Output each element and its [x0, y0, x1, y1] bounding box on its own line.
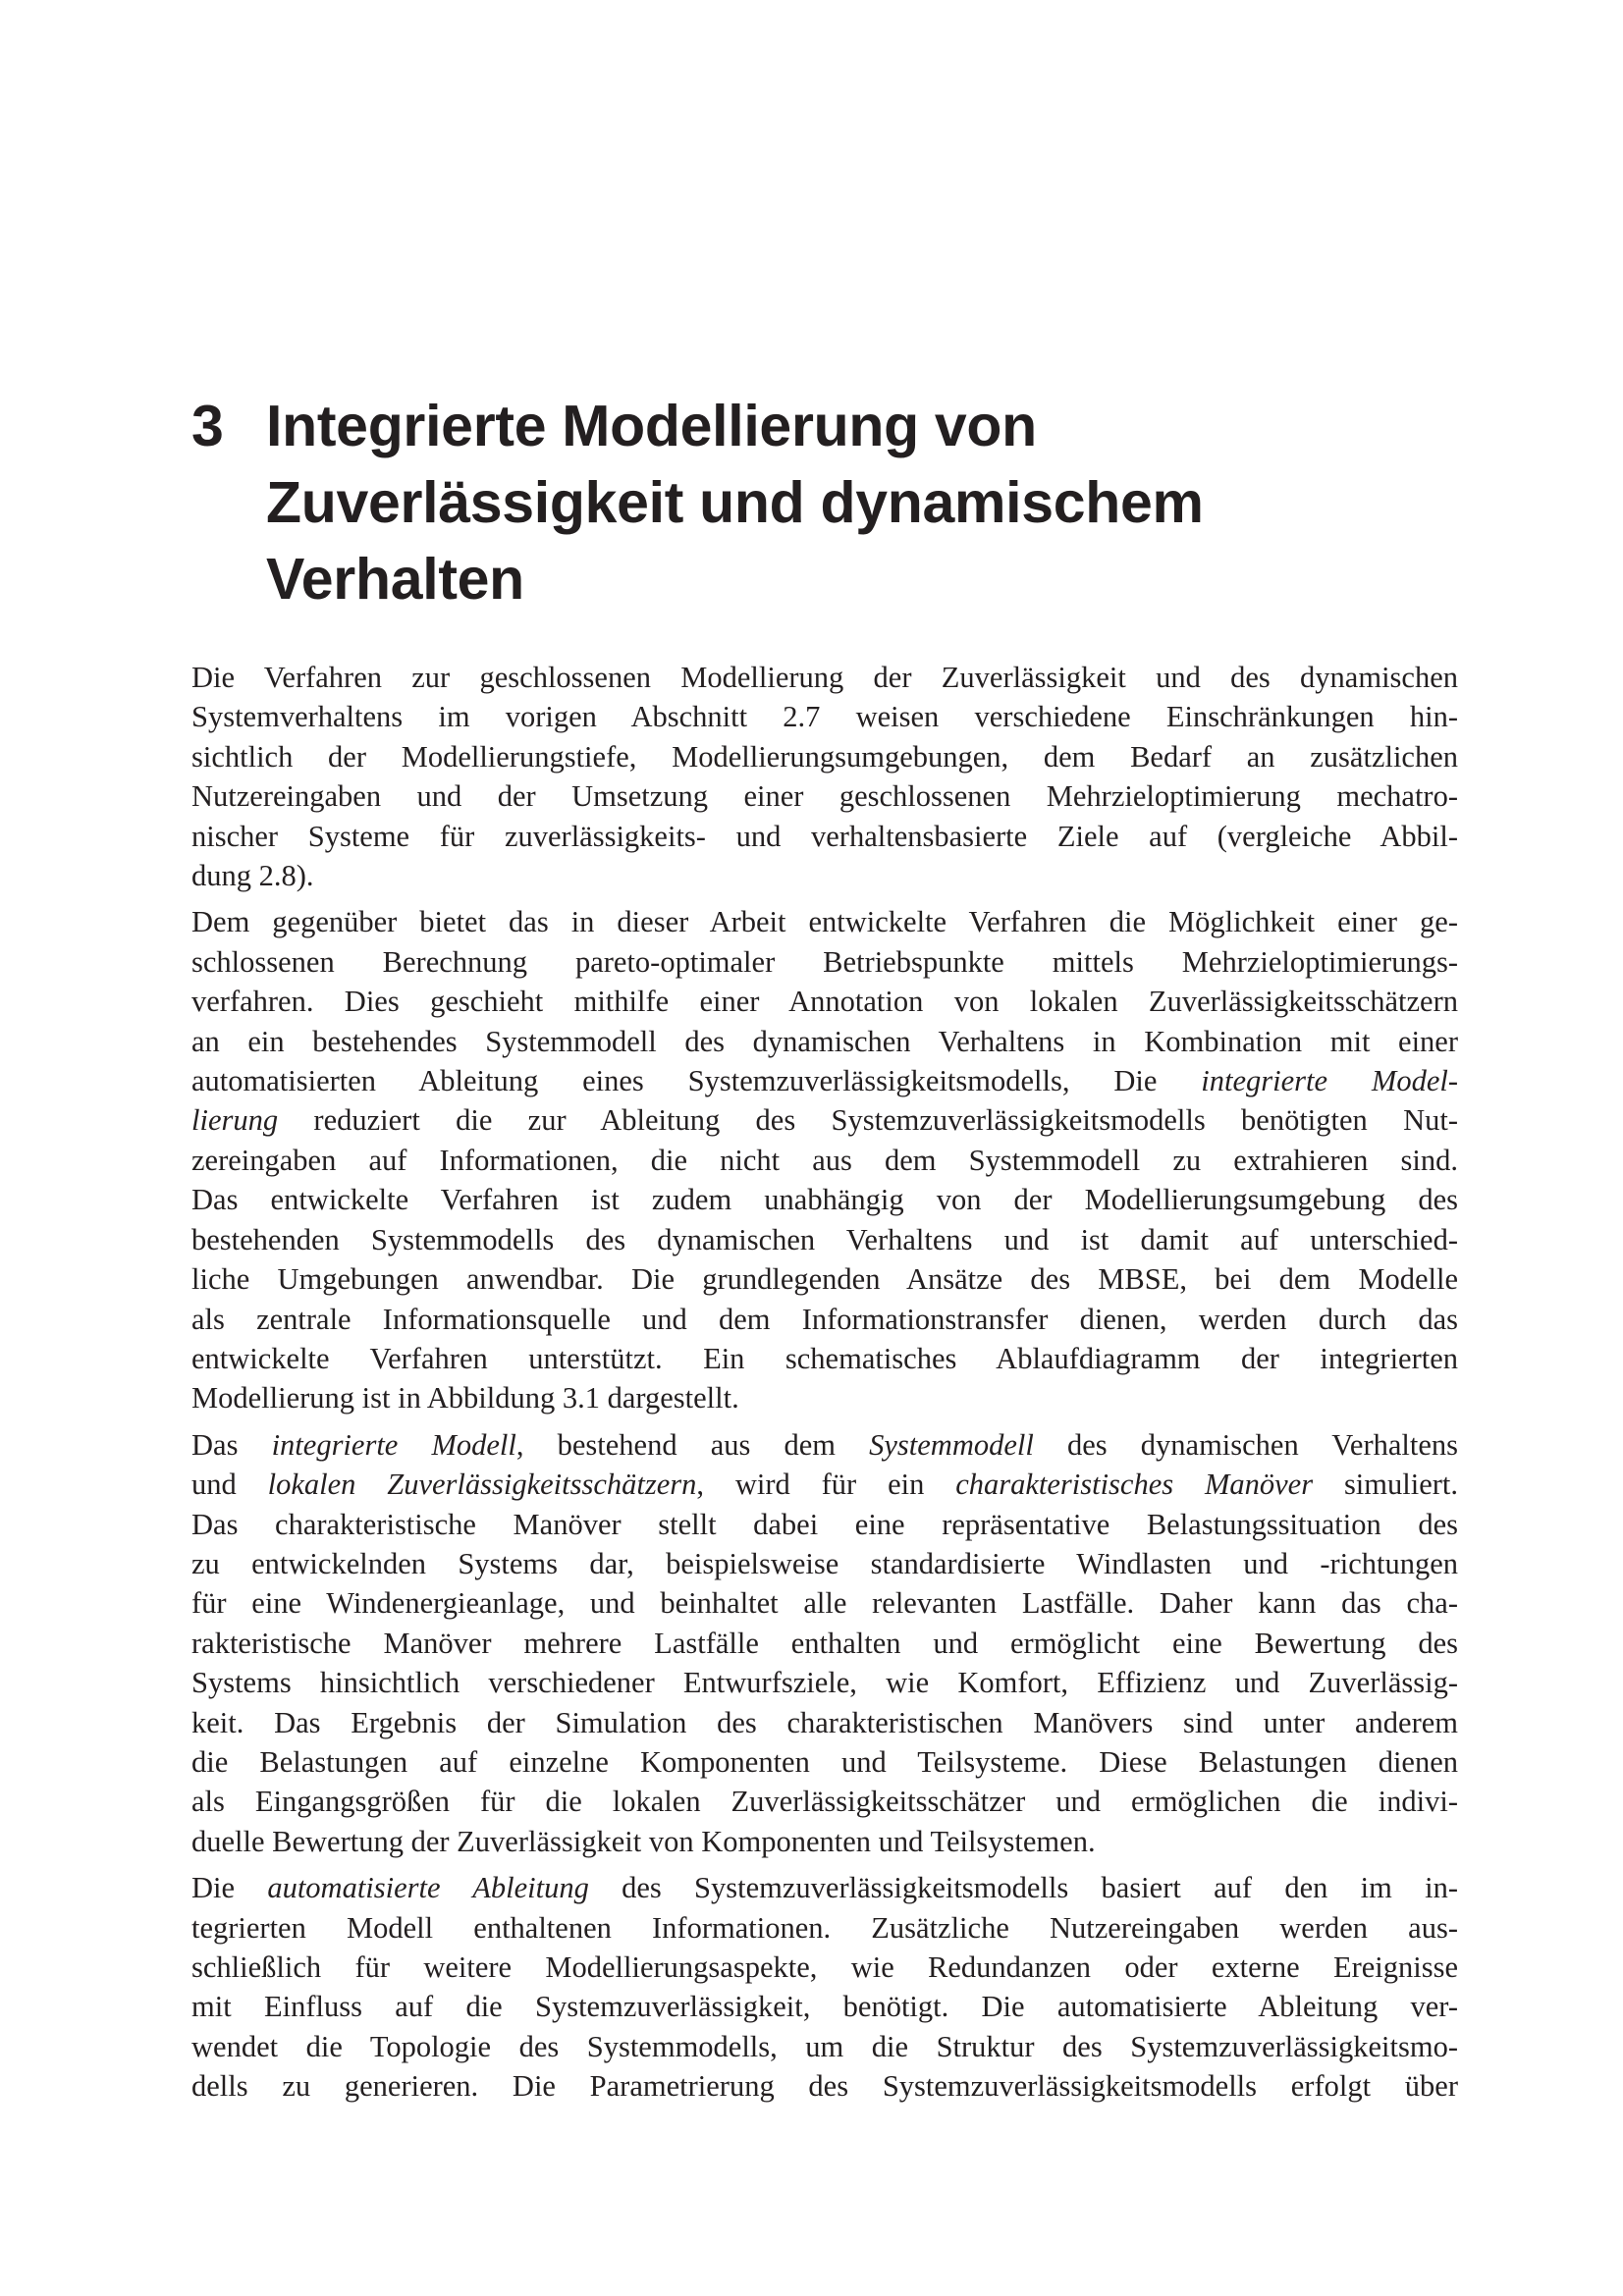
text-line — [191, 776, 1458, 816]
text-run: verfahren. Dies geschieht mithilfe einer Annotation von lokalen Zuverlässigkeitsschätzern — [191, 985, 1458, 1019]
text-line — [191, 1742, 1458, 1782]
text-run: schließlich für weitere Modellierungsaspekte, wie Redundanzen oder externe Ereignisse — [191, 1950, 1458, 1984]
text-line — [191, 1782, 1458, 1821]
text-line — [191, 1703, 1458, 1742]
text-line — [191, 1465, 1458, 1504]
text-line — [191, 942, 1458, 982]
text-run: nischer Systeme für zuverlässigkeits- und verhaltensbasierte Ziele auf (vergleiche Abbil- — [191, 819, 1458, 853]
text-run: an ein bestehendes Systemmodell des dynamischen Verhaltens in Kombination mit einer — [191, 1024, 1458, 1058]
text-run: Das charakteristische Manöver stellt dabei eine repräsentative Belastungssituation des — [191, 1507, 1458, 1541]
text-run: des Systemzuverlässigkeitsmodells basiert auf den im in- — [588, 1871, 1458, 1905]
text-line — [191, 1339, 1458, 1378]
text-run: , bestehend aus dem — [515, 1427, 870, 1462]
text-run: automatisierten Ableitung eines Systemzuverlässigkeitsmodells, Die — [191, 1064, 1202, 1098]
text-line — [191, 1822, 1458, 1861]
text-line — [191, 982, 1458, 1021]
text-run: dells zu generieren. Die Parametrierung des Systemzuverlässigkeitsmodells erfolgt über — [191, 2069, 1458, 2104]
text-run: duelle Bewertung der Zuverlässigkeit von Komponenten und Teilsystemen. — [191, 1824, 1096, 1858]
text-run: als zentrale Informationsquelle und dem Informationstransfer dienen, werden durch das — [191, 1302, 1458, 1336]
emphasized-term: lokalen Zuverlässigkeitsschätzern — [267, 1468, 697, 1502]
text-line — [191, 1624, 1458, 1663]
text-line — [191, 1061, 1458, 1100]
text-line — [191, 1868, 1458, 1907]
text-line — [191, 1100, 1458, 1140]
text-run: tegrierten Modell enthaltenen Informationen. Zusätzliche Nutzereingaben werden aus- — [191, 1910, 1458, 1945]
text-line — [191, 1948, 1458, 1987]
text-line — [191, 1987, 1458, 2026]
text-line — [191, 1544, 1458, 1583]
chapter-title-line: Verhalten — [266, 546, 524, 612]
chapter-number: 3 — [191, 393, 224, 458]
text-line — [191, 1505, 1458, 1544]
text-line — [191, 817, 1458, 856]
text-run: und — [191, 1468, 268, 1502]
text-line — [191, 1220, 1458, 1259]
text-line — [191, 902, 1458, 941]
text-line — [191, 2027, 1458, 2066]
text-run: zereingaben auf Informationen, die nicht aus dem Systemmodell zu extrahieren sind. — [191, 1143, 1458, 1177]
text-run: dung 2.8). — [191, 859, 314, 893]
emphasized-term: automatisierte Ableitung — [267, 1871, 589, 1905]
text-run: schlossenen Berechnung pareto-optimaler Betriebspunkte mittels Mehrzieloptimierungs- — [191, 944, 1458, 979]
text-run: bestehenden Systemmodells des dynamischen Verhaltens und ist damit auf unterschied- — [191, 1222, 1458, 1256]
text-run: Die Verfahren zur geschlossenen Modellierung der Zuverlässigkeit und des dynamischen — [191, 661, 1458, 694]
text-line — [191, 1141, 1458, 1180]
text-run: sichtlich der Modellierungstiefe, Modellierungsumgebungen, dem Bedarf an zusätzlichen — [191, 739, 1458, 774]
chapter-title — [266, 388, 1395, 617]
paragraph — [191, 1868, 1458, 2106]
text-line — [191, 856, 1458, 895]
chapter-title-line: Integrierte Modellierung von — [266, 393, 1037, 458]
text-line — [191, 1425, 1458, 1465]
text-run: , wird für ein — [696, 1468, 956, 1502]
text-run: Das entwickelte Verfahren ist zudem unabhängig von der Modellierungsumgebung des — [191, 1183, 1458, 1217]
text-line — [191, 737, 1458, 776]
text-line — [191, 1663, 1458, 1702]
text-run: Nutzereingaben und der Umsetzung einer geschlossenen Mehrzieloptimierung mechatro- — [191, 779, 1458, 814]
text-run: keit. Das Ergebnis der Simulation des charakteristischen Manövers sind unter anderem — [191, 1705, 1458, 1739]
paragraph — [191, 902, 1458, 1417]
text-run: mit Einfluss auf die Systemzuverlässigkeit, benötigt. Die automatisierte Ableitung ver- — [191, 1990, 1458, 2024]
text-line — [191, 658, 1458, 697]
text-run: rakteristische Manöver mehrere Lastfälle enthalten und ermöglicht eine Bewertung des — [191, 1626, 1458, 1660]
text-line — [191, 1259, 1458, 1299]
text-run: simuliert. — [1313, 1468, 1458, 1502]
emphasized-term: lierung — [191, 1103, 279, 1138]
text-run: als Eingangsgrößen für die lokalen Zuverlässigkeitsschätzer und ermöglichen die indivi- — [191, 1785, 1458, 1819]
text-run: des dynamischen Verhaltens — [1033, 1427, 1459, 1462]
text-run: Systems hinsichtlich verschiedener Entwurfsziele, wie Komfort, Effizienz und Zuverlässig- — [191, 1666, 1458, 1700]
text-line — [191, 697, 1458, 736]
text-line — [191, 1300, 1458, 1339]
emphasized-term: charakteristisches Manöver — [955, 1468, 1314, 1502]
emphasized-term: Systemmodell — [869, 1427, 1034, 1462]
text-run: reduziert die zur Ableitung des Systemzuverlässigkeitsmodells benötigten Nut- — [278, 1103, 1458, 1138]
emphasized-term: integrierte Model- — [1201, 1064, 1459, 1098]
chapter-title-line: Zuverlässigkeit und dynamischem — [266, 469, 1204, 535]
text-run: entwickelte Verfahren unterstützt. Ein schematisches Ablaufdiagramm der integrierten — [191, 1341, 1458, 1375]
text-line — [191, 2066, 1458, 2106]
paragraph — [191, 1425, 1458, 1861]
emphasized-term: integrierte Modell — [271, 1427, 516, 1462]
text-run: die Belastungen auf einzelne Komponenten und Teilsysteme. Diese Belastungen dienen — [191, 1744, 1458, 1779]
text-run: Systemverhaltens im vorigen Abschnitt 2.7 weisen verschiedene Einschränkungen hin- — [191, 700, 1458, 734]
text-run: wendet die Topologie des Systemmodells, um die Struktur des Systemzuverlässigkeitsmo- — [191, 2029, 1458, 2063]
text-line — [191, 1022, 1458, 1061]
text-run: liche Umgebungen anwendbar. Die grundlegenden Ansätze des MBSE, bei dem Modelle — [191, 1262, 1458, 1297]
text-line — [191, 1180, 1458, 1219]
text-run: zu entwickelnden Systems dar, beispielsweise standardisierte Windlasten und -richtungen — [191, 1546, 1458, 1580]
body-text — [191, 658, 1458, 2113]
text-line — [191, 1908, 1458, 1948]
text-run: Dem gegenüber bietet das in dieser Arbeit entwickelte Verfahren die Möglichkeit einer ge- — [191, 905, 1458, 939]
text-line — [191, 1583, 1458, 1623]
text-run: Das — [191, 1427, 272, 1462]
text-run: Modellierung ist in Abbildung 3.1 dargestellt. — [191, 1381, 739, 1415]
text-run: Die — [191, 1871, 268, 1905]
text-run: für eine Windenergieanlage, und beinhaltet alle relevanten Lastfälle. Daher kann das cha- — [191, 1586, 1458, 1621]
paragraph — [191, 658, 1458, 895]
text-line — [191, 1378, 1458, 1417]
